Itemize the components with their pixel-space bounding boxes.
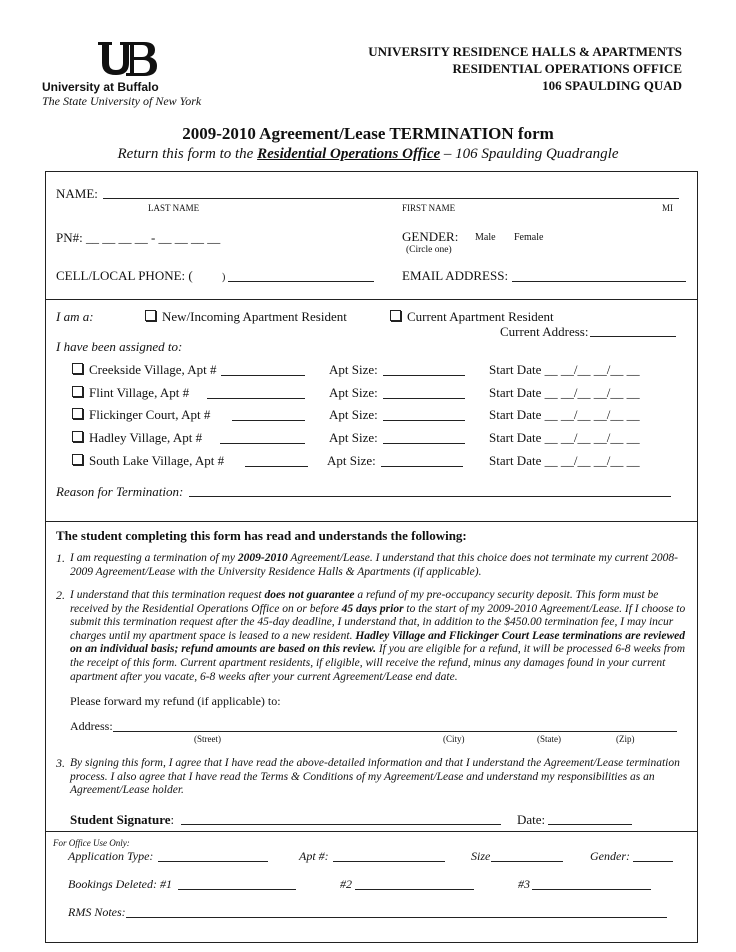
- apartment-row[interactable]: South Lake Village, Apt #: [72, 453, 224, 469]
- form-title: 2009-2010 Agreement/Lease TERMINATION form: [182, 124, 554, 143]
- email-field[interactable]: [512, 281, 686, 282]
- apt-size-field[interactable]: [383, 420, 465, 421]
- booking-2-field[interactable]: [355, 889, 474, 890]
- apt-size-label: Apt Size:: [329, 430, 378, 445]
- apt-checkbox[interactable]: [72, 408, 83, 419]
- apt-size-label: Apt Size:: [329, 362, 378, 377]
- office-apt-field[interactable]: [333, 861, 445, 862]
- header-line-1: UNIVERSITY RESIDENCE HALLS & APARTMENTS: [368, 44, 682, 59]
- office-gender-field[interactable]: [633, 861, 673, 862]
- circle-one-caption: (Circle one): [406, 245, 452, 255]
- apt-number-field[interactable]: [220, 443, 305, 444]
- apt-checkbox[interactable]: [72, 431, 83, 442]
- bookings-deleted-label: Bookings Deleted: #1: [68, 877, 172, 891]
- office-size-field[interactable]: [491, 861, 563, 862]
- gender-male[interactable]: Male: [475, 232, 496, 243]
- university-name: University at Buffalo: [42, 80, 159, 94]
- current-resident-option[interactable]: Current Apartment Resident: [390, 309, 554, 325]
- header-line-2: RESIDENTIAL OPERATIONS OFFICE: [452, 61, 682, 76]
- item-3-number: 3.: [56, 756, 65, 770]
- booking-3-label: #3: [518, 877, 530, 891]
- office-size-label: Size: [471, 849, 491, 863]
- item-1-text: I am requesting a termination of my 2009-2010 Agreement/Lease. I understand that this choice does not terminate my current 2008-2009 Agreement/Lease with the University Residence Halls & Apartments (if applicable).: [70, 552, 678, 578]
- apt-checkbox[interactable]: [72, 386, 83, 397]
- phone-paren: ): [222, 272, 226, 283]
- pn-field[interactable]: PN#: __ __ __ __ - __ __ __ __: [56, 230, 221, 245]
- phone-field[interactable]: [228, 281, 374, 282]
- current-address-label: Current Address:: [500, 324, 589, 339]
- apt-size-field[interactable]: [381, 466, 463, 467]
- mi-caption: MI: [662, 203, 673, 213]
- reason-label: Reason for Termination:: [56, 484, 184, 499]
- zip-caption: (Zip): [616, 734, 635, 744]
- i-am-a-label: I am a:: [56, 309, 94, 324]
- gender-female[interactable]: Female: [514, 232, 544, 243]
- apt-size-label: Apt Size:: [329, 385, 378, 400]
- office-apt-label: Apt #:: [299, 849, 329, 863]
- forward-refund-label: Please forward my refund (if applicable) to:: [70, 694, 281, 708]
- name-field[interactable]: [103, 198, 679, 199]
- last-name-caption: LAST NAME: [148, 203, 200, 213]
- email-label: EMAIL ADDRESS:: [402, 268, 509, 283]
- booking-3-field[interactable]: [532, 889, 651, 890]
- rms-notes-field[interactable]: [126, 917, 667, 918]
- apt-size-field[interactable]: [383, 398, 465, 399]
- signature-label: Student Signature:: [70, 812, 175, 827]
- apartment-row[interactable]: Flint Village, Apt #: [72, 385, 189, 401]
- apt-number-field[interactable]: [245, 466, 308, 467]
- address-label: Address:: [70, 719, 113, 733]
- new-resident-option[interactable]: New/Incoming Apartment Resident: [145, 309, 347, 325]
- start-date-field[interactable]: Start Date __ __/__ __/__ __: [489, 430, 640, 445]
- name-label: NAME:: [56, 186, 98, 201]
- item-1-number: 1.: [56, 551, 65, 565]
- apartment-row[interactable]: Hadley Village, Apt #: [72, 430, 202, 446]
- ub-logo: [96, 40, 158, 78]
- apt-checkbox[interactable]: [72, 454, 83, 465]
- booking-2-label: #2: [340, 877, 352, 891]
- rms-notes-label: RMS Notes:: [68, 905, 126, 919]
- apt-size-field[interactable]: [383, 375, 465, 376]
- item-3-text: By signing this form, I agree that I have read the above-detailed information and that I understand the Agreement/Lease termination process. I also agree that I have read the Terms & Conditions of my Agreement/Lease and understand my responsibilities as an Agreement/Lease holder.: [70, 757, 680, 797]
- start-date-field[interactable]: Start Date __ __/__ __/__ __: [489, 453, 640, 468]
- refund-address-field[interactable]: [113, 731, 677, 732]
- state-caption: (State): [537, 734, 561, 744]
- start-date-field[interactable]: Start Date __ __/__ __/__ __: [489, 362, 640, 377]
- gender-label: GENDER:: [402, 229, 459, 244]
- city-caption: (City): [443, 734, 465, 744]
- apt-number-field[interactable]: [221, 375, 305, 376]
- office-use-caption: For Office Use Only:: [53, 838, 130, 848]
- phone-label: CELL/LOCAL PHONE: (: [56, 268, 193, 283]
- item-2-number: 2.: [56, 588, 65, 602]
- apt-size-label: Apt Size:: [329, 407, 378, 422]
- application-type-label: Application Type:: [68, 849, 154, 863]
- reason-field[interactable]: [189, 496, 671, 497]
- current-resident-checkbox[interactable]: [390, 310, 401, 321]
- new-resident-checkbox[interactable]: [145, 310, 156, 321]
- assigned-label: I have been assigned to:: [56, 339, 183, 354]
- form-subtitle: Return this form to the Residential Operations Office – 106 Spaulding Quadrangle: [117, 146, 619, 162]
- start-date-field[interactable]: Start Date __ __/__ __/__ __: [489, 407, 640, 422]
- date-label: Date:: [517, 812, 546, 827]
- date-field[interactable]: [548, 824, 632, 825]
- application-type-field[interactable]: [158, 861, 268, 862]
- acknowledgement-heading: The student completing this form has read and understands the following:: [56, 528, 467, 543]
- street-caption: (Street): [194, 734, 221, 744]
- first-name-caption: FIRST NAME: [402, 203, 456, 213]
- current-address-field[interactable]: [590, 336, 676, 337]
- item-2-text: I understand that this termination request does not guarantee a refund of my pre-occupancy security deposit. This form must be received by the Residential Operations Office on or before 45 days prior to the start of my 2009-2010 Agreement/Lease. If I choose to submit this termination request after the 45-day deadline, I understand that, in addition to the $450.00 termination fee, I may incur charges until my apartment space is leased to a new resident. Hadley Village and Flickinger Court Lease terminations are reviewed on an individual basis; refund amounts are based on this review. If you are eligible for a refund, it will be processed 6-8 weeks from the receipt of this form. Current apartment residents, if eligible, will receive the refund, minus any damages found in your current apartment after you vacate, 6-8 weeks after your current Agreement/Lease end date.: [70, 589, 686, 683]
- apt-number-field[interactable]: [207, 398, 305, 399]
- apartment-row[interactable]: Creekside Village, Apt #: [72, 362, 217, 378]
- suny-name: The State University of New York: [42, 94, 202, 108]
- apt-checkbox[interactable]: [72, 363, 83, 374]
- apt-size-field[interactable]: [383, 443, 465, 444]
- header-line-3: 106 SPAULDING QUAD: [542, 78, 682, 93]
- apartment-row[interactable]: Flickinger Court, Apt #: [72, 407, 210, 423]
- apt-number-field[interactable]: [232, 420, 305, 421]
- signature-field[interactable]: [181, 824, 501, 825]
- office-gender-label: Gender:: [590, 849, 630, 863]
- apt-size-label: Apt Size:: [327, 453, 376, 468]
- start-date-field[interactable]: Start Date __ __/__ __/__ __: [489, 385, 640, 400]
- booking-1-field[interactable]: [178, 889, 296, 890]
